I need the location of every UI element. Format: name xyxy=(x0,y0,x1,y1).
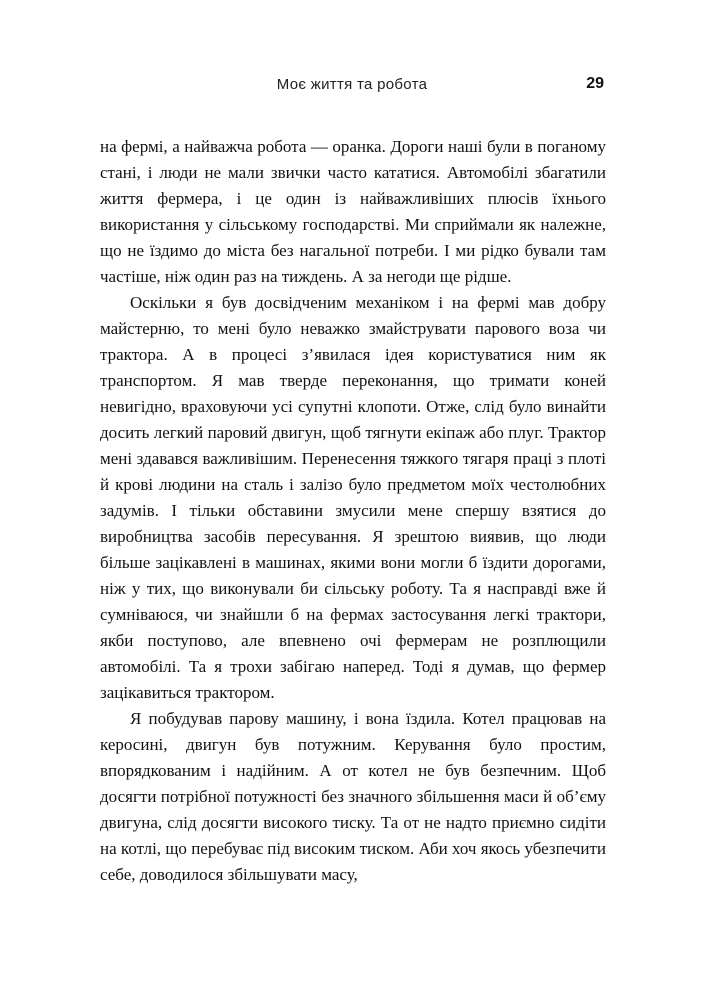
paragraph: Оскільки я був досвідченим механіком і на фермі мав добру майстерню, то мені було неважко змайструвати парового воза чи трактора. А в процесі з’явилася ідея користуватися ним як транспортом. Я мав тверде переконання, що тримати коней невигідно, враховуючи усі супутні клопоти. Отже, слід було винайти досить легкий паровий двигун, щоб тягнути екіпаж або плуг. Трактор мені здавався важливішим. Перенесення тяжкого тягаря праці з плоті й крові людини на сталь і залізо було предметом моїх честолюбних задумів. І тільки обставини змусили мене спершу взятися до виробництва засобів пересування. Я зрештою виявив, що люди більше зацікавлені в машинах, якими вони могли б їздити дорогами, ніж у тих, що виконували би сільську роботу. Та я насправді вже й сумніваюся, чи знайшли б на фермах застосування легкі трактори, якби поступово, але впевнено очі фермерам не розплющили автомобілі. Та я трохи забігаю наперед. Тоді я думав, що фермер зацікавиться трактором. xyxy=(100,293,606,702)
running-title: Моє життя та робота xyxy=(276,76,428,93)
paragraph: на фермі, а найважча робота — оранка. Дороги наші були в поганому стані, і люди не мали звички часто кататися. Автомобілі збагатили життя фермера, і це один із найважливіших плюсів їхнього використання у сільському господарстві. Ми сприймали як належне, що не їздимо до міста без нагальної потреби. І ми рідко бували там частіше, ніж один раз на тиждень. А за негоди ще рідше. xyxy=(100,137,606,286)
page-header xyxy=(100,76,604,98)
page-text xyxy=(100,134,606,888)
page-number: 29 xyxy=(586,75,604,92)
paragraph: Я побудував парову машину, і вона їздила. Котел працював на керосині, двигун був потужним. Керування було простим, впорядкованим і надійним. А от котел не був безпечним. Щоб досягти потрібної потужності без значного збільшення маси й об’єму двигуна, слід досягти високого тиску. Та от не надто приємно сидіти на котлі, що перебуває під високим тиском. Аби хоч якось убезпечити себе, доводилося збільшувати масу, xyxy=(100,709,606,884)
